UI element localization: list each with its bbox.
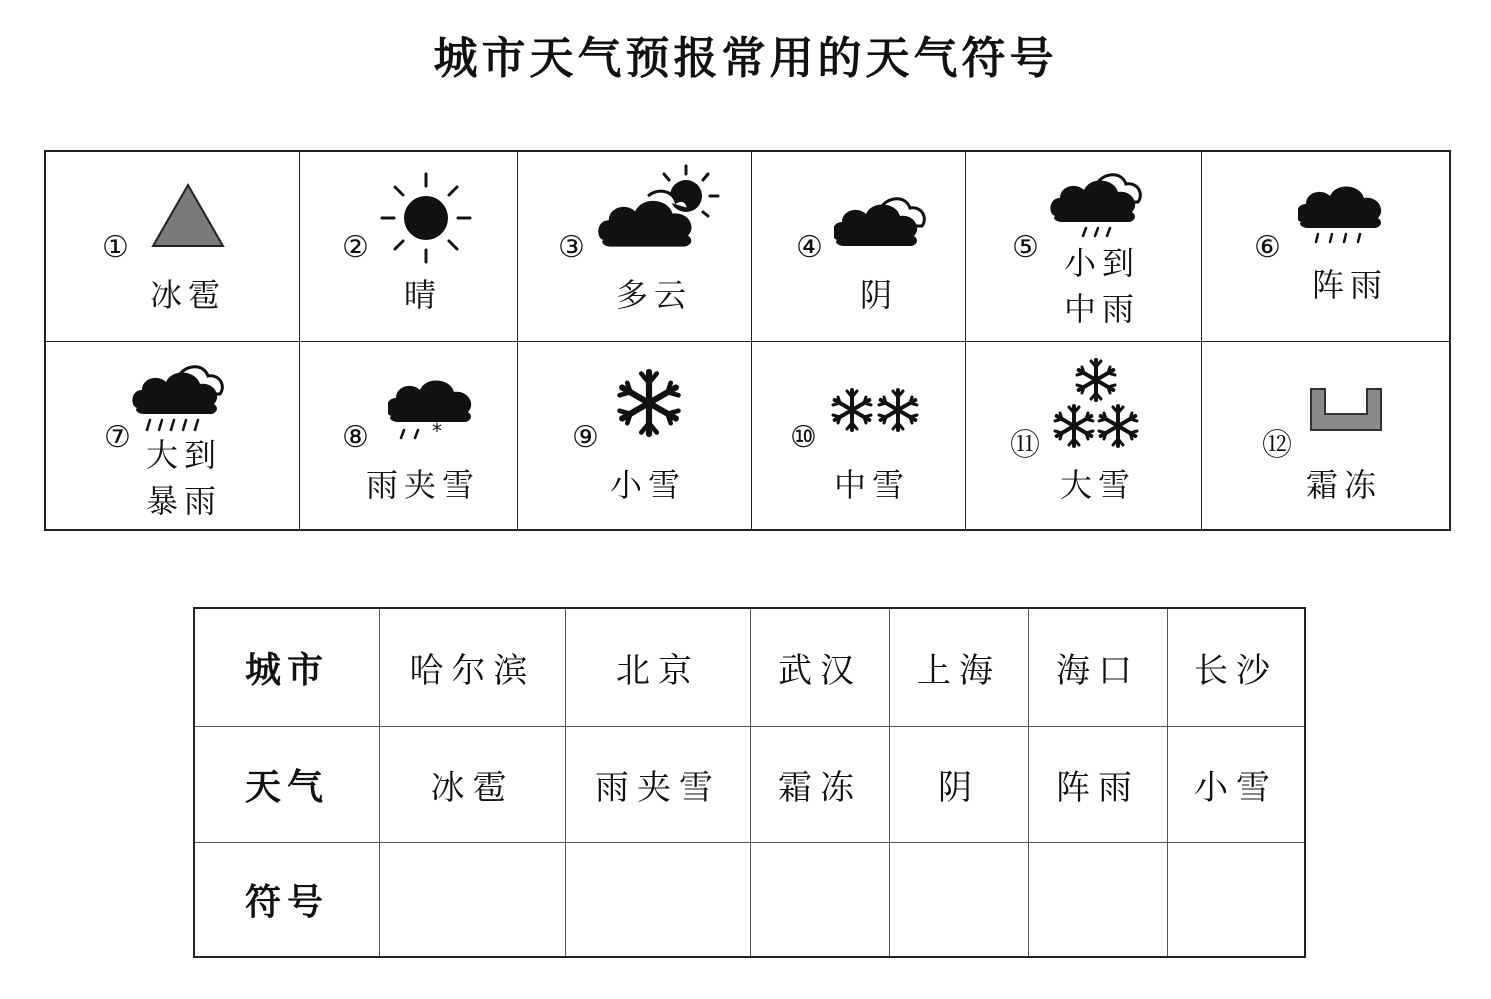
city-cell: 北京 [566,609,751,727]
symbol-answer-cell[interactable] [1168,843,1304,956]
light-snow-icon [614,368,684,438]
symbol-cell-frost [1202,342,1449,529]
symbol-answer-cell[interactable] [890,843,1029,956]
symbol-cell-overcast [752,152,966,342]
symbol-number: ③ [558,230,585,265]
overcast-cloud-icon [834,194,930,250]
symbol-label-line2: 中雨 [1064,290,1141,328]
weather-cell: 阴 [890,727,1029,843]
symbol-cell-sleet [300,342,518,529]
weather-cell: 雨夹雪 [566,727,751,843]
symbol-label: 大雪 [1060,466,1137,504]
symbol-cell-shower [1202,152,1449,342]
svg-text:*: * [432,419,442,442]
symbol-number: ⑦ [104,420,131,455]
city-cell: 上海 [890,609,1029,727]
symbol-label-line2: 暴雨 [146,482,223,520]
symbol-number: ② [342,230,369,265]
sun-icon [378,170,474,266]
weather-cell: 小雪 [1168,727,1304,843]
symbol-number: ① [102,230,129,265]
symbol-cell-sunny [300,152,518,342]
symbol-label: 多云 [616,276,693,314]
symbol-label: 阴 [860,276,899,314]
weather-symbol-grid [44,150,1451,531]
symbol-cell-light-moderate-rain [966,152,1202,342]
symbol-label: 小雪 [610,466,687,504]
symbol-number: ⑥ [1254,230,1281,265]
city-cell: 武汉 [751,609,890,727]
row-header-symbol: 符号 [195,843,380,956]
sleet-icon [388,376,478,442]
weather-cell: 冰雹 [380,727,566,843]
cloud-sun-icon [598,160,728,250]
light-moderate-rain-icon [1050,170,1146,240]
city-cell: 长沙 [1168,609,1304,727]
heavy-snow-icon [1050,356,1142,452]
symbol-number: ⑨ [572,420,599,455]
symbol-label-line1: 小到 [1064,244,1141,282]
weather-cell: 阵雨 [1029,727,1168,843]
symbol-number: ⑤ [1012,230,1039,265]
symbol-answer-cell[interactable] [1029,843,1168,956]
page-title: 城市天气预报常用的天气符号 [433,33,1058,84]
symbol-label: 雨夹雪 [366,466,481,504]
symbol-label: 霜冻 [1306,466,1383,504]
city-cell: 海口 [1029,609,1168,727]
frost-icon [1308,386,1384,434]
symbol-answer-cell[interactable] [751,843,890,956]
row-header-weather: 天气 [195,727,380,843]
row-header-city: 城市 [195,609,380,727]
city-cell: 哈尔滨 [380,609,566,727]
symbol-label-line1: 大到 [146,436,223,474]
moderate-snow-icon [830,386,922,434]
symbol-cell-light-snow [518,342,752,529]
symbol-label: 阵雨 [1312,266,1389,304]
symbol-cell-heavy-snow [966,342,1202,529]
symbol-cell-heavy-rain [46,342,300,529]
symbol-cell-hail [46,152,300,342]
symbol-label: 晴 [404,276,443,314]
hail-triangle-icon [150,182,226,250]
weather-cell: 霜冻 [751,727,890,843]
symbol-cell-cloudy [518,152,752,342]
symbol-answer-cell[interactable] [566,843,751,956]
symbol-cell-moderate-snow [752,342,966,529]
heavy-rain-icon [132,362,228,434]
symbol-answer-cell[interactable] [380,843,566,956]
symbol-number: ⑫ [1262,428,1292,463]
symbol-number: ⑧ [342,420,369,455]
symbol-label: 冰雹 [150,276,227,314]
symbol-number: ⑩ [790,420,817,455]
symbol-number: ④ [796,230,823,265]
symbol-label: 中雪 [834,466,911,504]
shower-icon [1298,182,1388,246]
city-weather-table [193,607,1306,958]
symbol-number: ⑪ [1010,428,1040,463]
